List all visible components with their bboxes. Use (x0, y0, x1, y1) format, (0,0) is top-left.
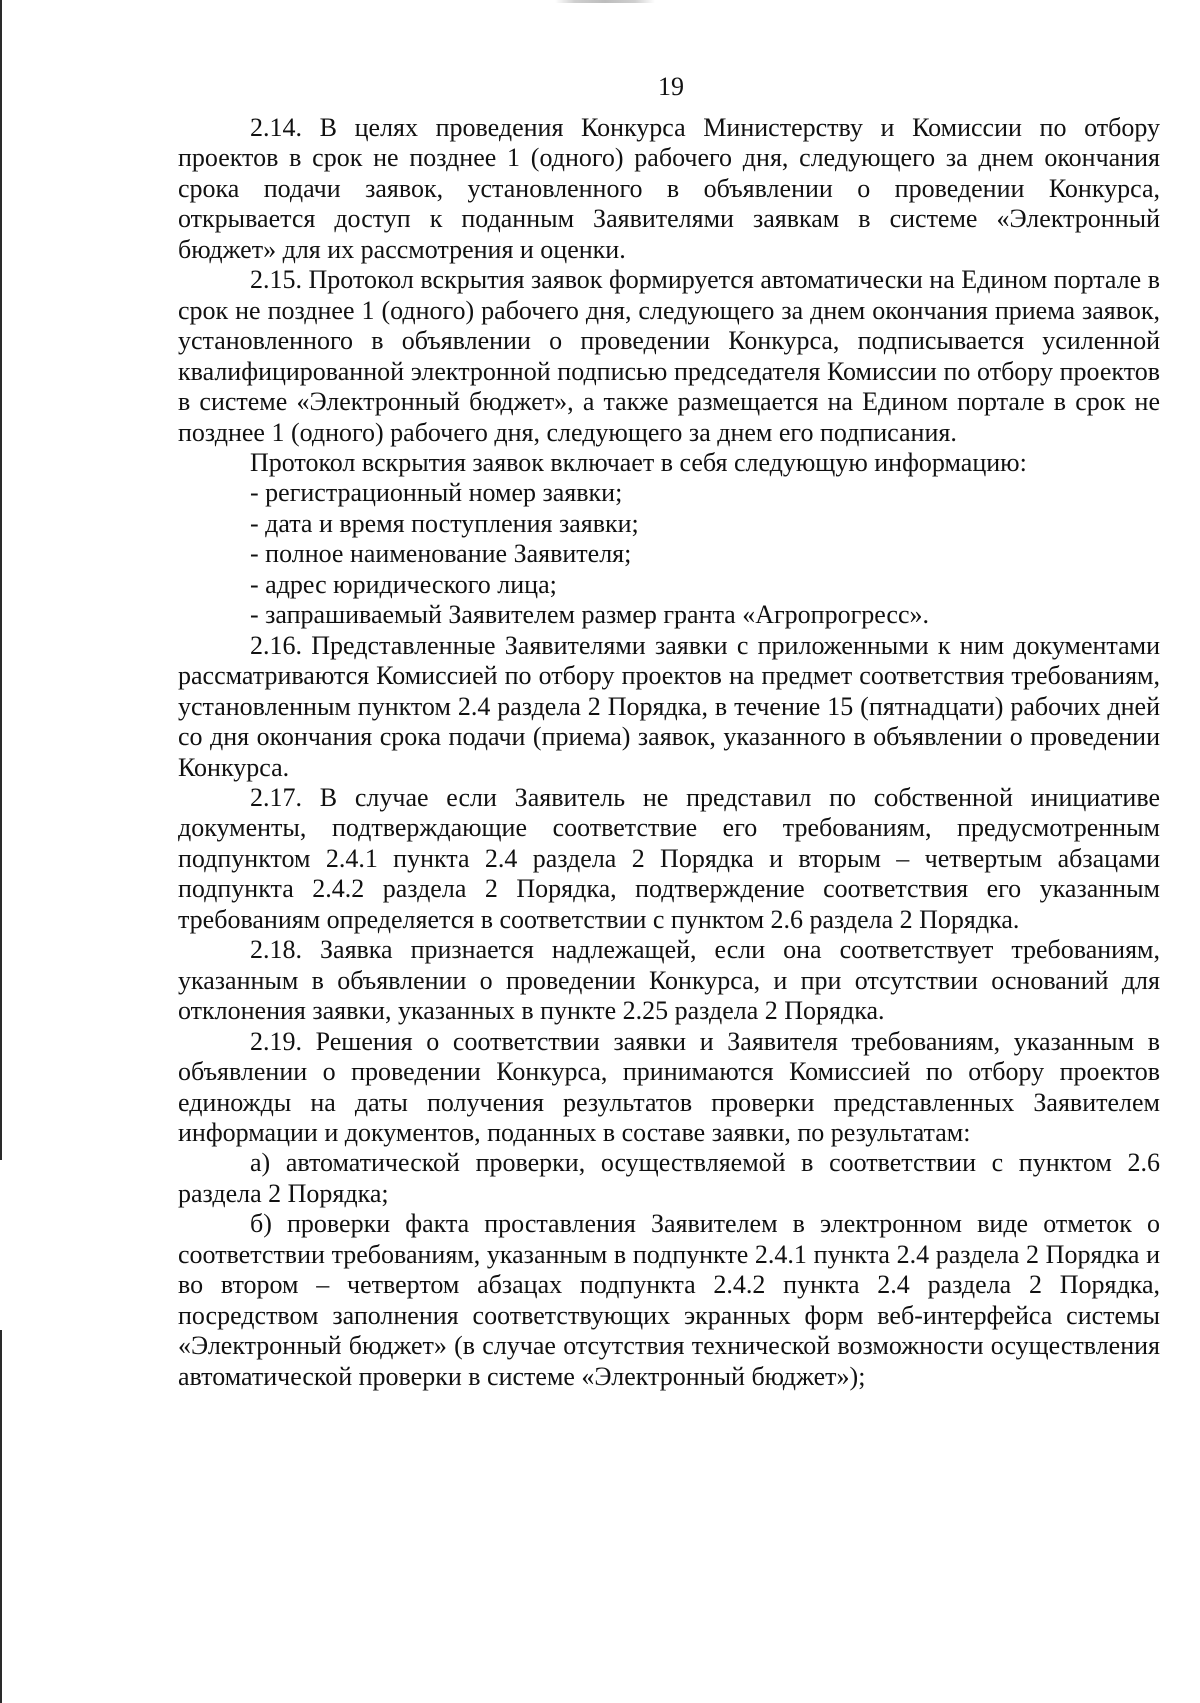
paragraph-2-17: 2.17. В случае если Заявитель не представил по собственной инициативе документы, подтверждающие соответствие его требованиям, предусмотренным подпунктом 2.4.1 пункта 2.4 раздела 2 Порядка и вторым – четвертым абзацами подпункта 2.4.2 раздела 2 Порядка, подтверждение соответствия его указанным требованиям определяется в соответствии с пунктом 2.6 раздела 2 Порядка. (178, 782, 1160, 934)
subitem-a: а) автоматической проверки, осуществляемой в соответствии с пунктом 2.6 раздела 2 Порядка; (178, 1148, 1160, 1208)
list-item: - регистрационный номер заявки; (250, 478, 623, 508)
scan-artifact (555, 0, 655, 3)
paragraph-2-19: 2.19. Решения о соответствии заявки и Заявителя требованиям, указанным в объявлении о проведении Конкурса, принимаются Комиссией по отбору проектов единожды на даты получения результатов проверки представленных Заявителем информации и документов, поданных в составе заявки, по результатам: (178, 1026, 1160, 1147)
paragraph-2-18: 2.18. Заявка признается надлежащей, если она соответствует требованиям, указанным в объявлении о проведении Конкурса, и при отсутствии оснований для отклонения заявки, указанных в пункте 2.25 раздела 2 Порядка. (178, 935, 1160, 1026)
list-item: - адрес юридического лица; (250, 569, 557, 599)
paragraph-2-15: 2.15. Протокол вскрытия заявок формируется автоматически на Едином портале в срок не позднее 1 (одного) рабочего дня, следующего за днем окончания приема заявок, установленного в объявлении о проведении Конкурса, подписывается усиленной квалифицированной электронной подписью председателя Комиссии по отбору проектов в системе «Электронный бюджет», а также размещается на Едином портале в срок не позднее 1 (одного) рабочего дня, следующего за днем его подписания. (178, 265, 1160, 447)
scan-edge-shadow (0, 1330, 2, 1703)
paragraph-2-14: 2.14. В целях проведения Конкурса Министерству и Комиссии по отбору проектов в срок не позднее 1 (одного) рабочего дня, следующего за днем окончания срока подачи заявок, установленного в объявлении о проведении Конкурса, открывается доступ к поданным Заявителями заявкам в системе «Электронный бюджет» для их рассмотрения и оценки. (178, 113, 1160, 264)
document-body (178, 113, 1160, 1392)
paragraph-2-16: 2.16. Представленные Заявителями заявки с приложенными к ним документами рассматриваются Комиссией по отбору проектов на предмет соответствия требованиям, установленным пунктом 2.4 раздела 2 Порядка, в течение 15 (пятнадцати) рабочих дней со дня окончания срока подачи (приема) заявок, указанного в объявлении о проведении Конкурса. (178, 630, 1160, 782)
list-item: - полное наименование Заявителя; (250, 539, 632, 569)
page-number: 19 (658, 72, 684, 101)
scan-edge-shadow (0, 0, 2, 1160)
list-item: - дата и время поступления заявки; (250, 508, 639, 538)
list-item: - запрашиваемый Заявителем размер гранта «Агропрогресс». (250, 600, 930, 630)
protocol-intro: Протокол вскрытия заявок включает в себя следующую информацию: (250, 447, 1027, 477)
subitem-b: б) проверки факта проставления Заявителем в электронном виде отметок о соответствии требованиям, указанным в подпункте 2.4.1 пункта 2.4 раздела 2 Порядка и во втором – четвертом абзацах подпункта 2.4.2 пункта 2.4 раздела 2 Порядка, посредством заполнения соответствующих экранных форм веб-интерфейса системы «Электронный бюджет» (в случае отсутствия технической возможности осуществления автоматической проверки в системе «Электронный бюджет»); (178, 1209, 1160, 1391)
